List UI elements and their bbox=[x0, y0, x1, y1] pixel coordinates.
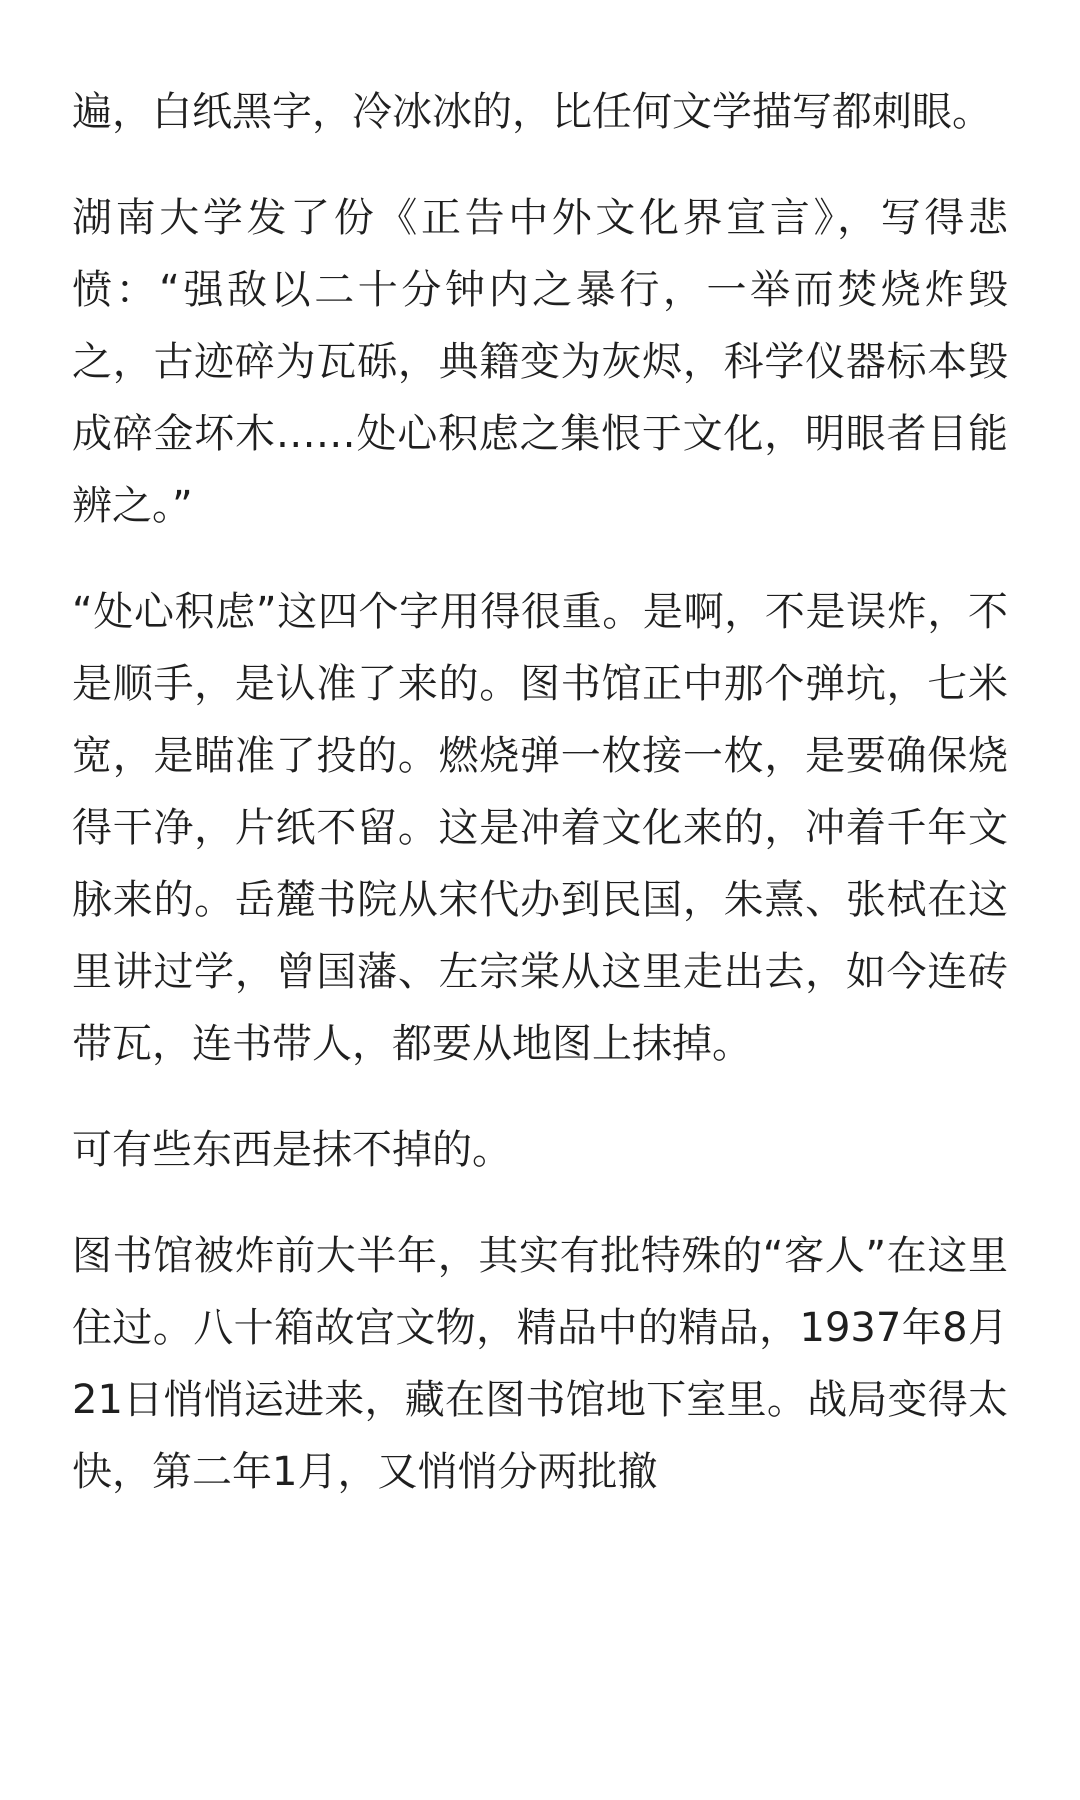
paragraph-5: 图书馆被炸前大半年，其实有批特殊的“客人”在这里住过。八十箱故宫文物，精品中的精品，1937年8月21日悄悄运进来，藏在图书馆地下室里。战局变得太快，第二年1月，又悄悄分两批撤 bbox=[72, 1233, 1008, 1495]
article-body bbox=[72, 76, 1008, 1508]
paragraph-4: 可有些东西是抹不掉的。 bbox=[72, 1127, 512, 1173]
paragraph-2: 湖南大学发了份《正告中外文化界宣言》，写得悲愤：“强敌以二十分钟内之暴行，一举而焚烧炸毁之，古迹碎为瓦砾，典籍变为灰烬，科学仪器标本毁成碎金坏木……处心积虑之集恨于文化，明眼者目能辨之。” bbox=[72, 195, 1008, 529]
paragraph-3: “处心积虑”这四个字用得很重。是啊，不是误炸，不是顺手，是认准了来的。图书馆正中那个弹坑，七米宽，是瞄准了投的。燃烧弹一枚接一枚，是要确保烧得干净，片纸不留。这是冲着文化来的，冲着千年文脉来的。岳麓书院从宋代办到民国，朱熹、张栻在这里讲过学，曾国藩、左宗棠从这里走出去，如今连砖带瓦，连书带人，都要从地图上抹掉。 bbox=[72, 589, 1008, 1067]
paragraph-1: 遍，白纸黑字，冷冰冰的，比任何文学描写都刺眼。 bbox=[72, 89, 992, 135]
